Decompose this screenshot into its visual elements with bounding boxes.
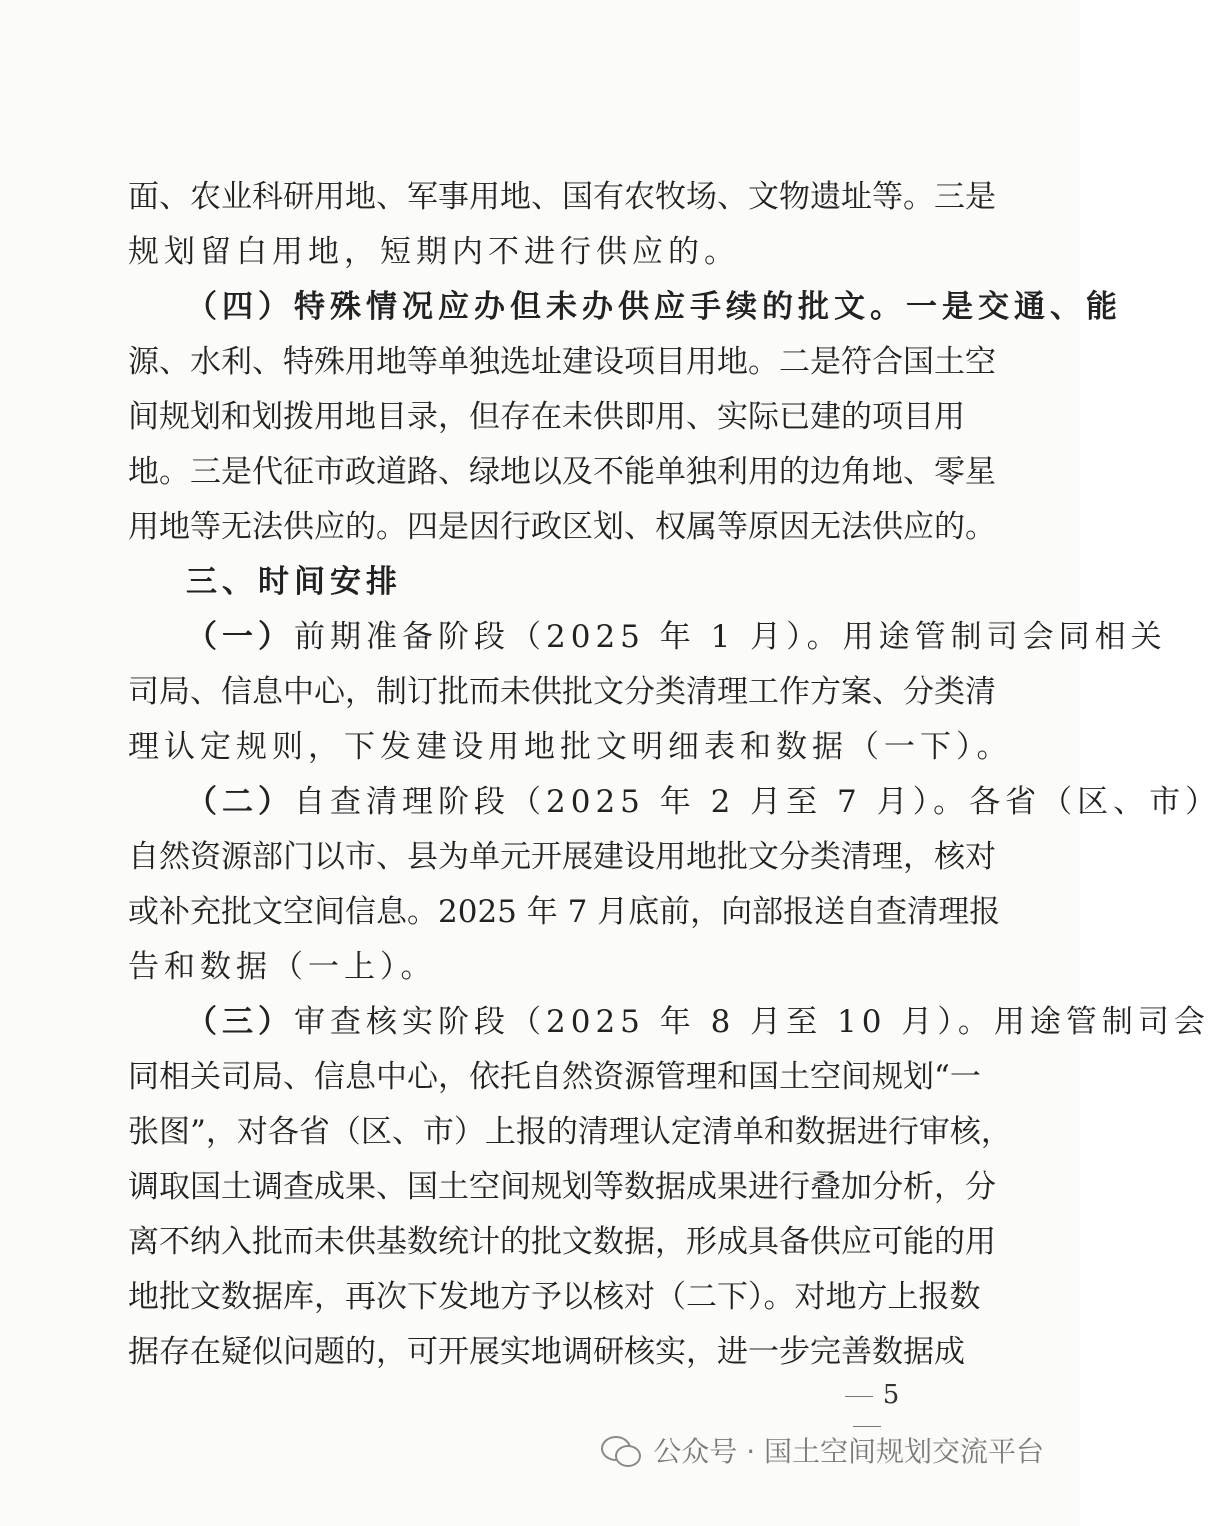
paragraph-number: （四） xyxy=(186,289,294,325)
text-line: 规划留白用地，短期内不进行供应的。 xyxy=(128,234,740,270)
text-line: 司局、信息中心，制订批而未供批文分类清理工作方案、分类清 xyxy=(128,674,996,710)
paragraph-text: 前期准备阶段（2025 年 1 月）。用途管制司会同相关 xyxy=(294,619,1167,655)
text-line: 告和数据（一上）。 xyxy=(128,949,437,985)
paragraph-heading: 特殊情况应办但未办供应手续的批文。一是交通、能 xyxy=(294,289,1122,325)
paragraph-number: （二） xyxy=(186,784,294,820)
text-line: 理认定规则，下发建设用地批文明细表和数据（一下）。 xyxy=(128,729,1013,765)
text-line: 用地等无法供应的。四是因行政区划、权属等原因无法供应的。 xyxy=(128,509,996,545)
text-line: 地。三是代征市政道路、绿地以及不能单独利用的边角地、零星 xyxy=(128,454,996,490)
watermark xyxy=(601,1430,1044,1470)
paragraph-number: （一） xyxy=(186,619,294,655)
paragraph-line xyxy=(128,610,1167,665)
text-line: 地批文数据库，再次下发地方予以核对（二下）。对地方上报数 xyxy=(128,1279,981,1315)
paragraph-text: 自查清理阶段（2025 年 2 月至 7 月）。各省（区、市） xyxy=(294,784,1221,820)
paragraph-text: 审查核实阶段（2025 年 8 月至 10 月）。用途管制司会 xyxy=(294,1004,1210,1040)
watermark-text: 公众号 · 国土空间规划交流平台 xyxy=(653,1435,1044,1468)
text-line: 源、水利、特殊用地等单独选址建设项目用地。二是符合国土空 xyxy=(128,344,996,380)
dash-left xyxy=(845,1396,873,1397)
text-line: 间规划和划拨用地目录，但存在未供即用、实际已建的项目用 xyxy=(128,399,965,435)
text-line: 据存在疑似问题的，可开展实地调研核实，进一步完善数据成 xyxy=(128,1334,965,1370)
body-text xyxy=(128,170,1221,1380)
page-number-value: 5 xyxy=(882,1380,900,1410)
paragraph-line xyxy=(128,280,1122,335)
text-line: 调取国土调查成果、国土空间规划等数据成果进行叠加分析，分 xyxy=(128,1169,996,1205)
paragraph-number: （三） xyxy=(186,1004,294,1040)
section-heading: 三、时间安排 xyxy=(186,564,402,600)
wechat-icon xyxy=(601,1434,641,1466)
paragraph-line xyxy=(128,995,1210,1050)
text-line: 或补充批文空间信息。2025 年 7 月底前，向部报送自查清理报 xyxy=(128,894,1001,930)
dash-right xyxy=(853,1426,881,1427)
text-line: 离不纳入批而未供基数统计的批文数据，形成具备供应可能的用 xyxy=(128,1224,996,1260)
text-line: 张图”，对各省（区、市）上报的清理认定清单和数据进行审核， xyxy=(128,1114,1012,1150)
text-line: 自然资源部门以市、县为单元开展建设用地批文分类清理，核对 xyxy=(128,839,996,875)
text-line: 面、农业科研用地、军事用地、国有农牧场、文物遗址等。三是 xyxy=(128,179,996,215)
text-line: 同相关司局、信息中心，依托自然资源管理和国土空间规划“一 xyxy=(128,1059,981,1095)
paragraph-line xyxy=(128,775,1221,830)
